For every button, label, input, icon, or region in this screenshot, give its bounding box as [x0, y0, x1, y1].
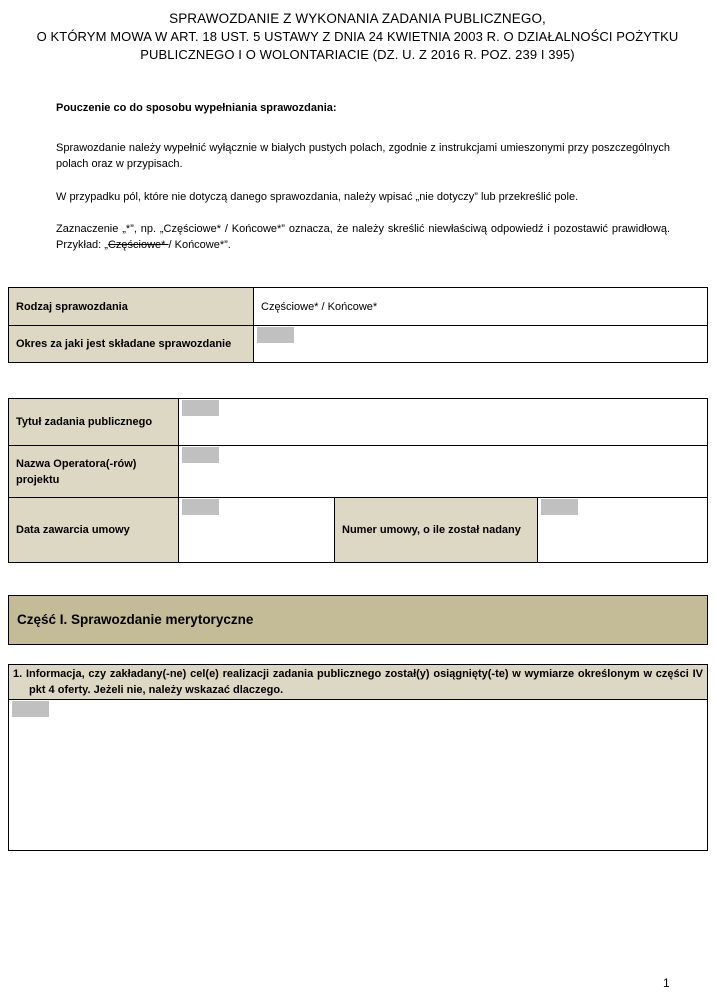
form-field-marker[interactable]	[182, 400, 219, 416]
form-field-marker[interactable]	[182, 499, 219, 515]
header-line-3: PUBLICZNEGO I O WOLONTARIACIE (DZ. U. Z 2016 R. POZ. 239 I 395)	[140, 47, 575, 62]
section-title: Część I. Sprawozdanie merytoryczne	[17, 612, 254, 627]
form-field-marker[interactable]	[541, 499, 578, 515]
form-field-marker[interactable]	[12, 701, 49, 717]
report-type-value[interactable]: Częściowe* / Końcowe*	[254, 288, 708, 326]
task-title-label: Tytuł zadania publicznego	[9, 399, 179, 446]
document-header	[0, 10, 715, 64]
question-1-text: 1. Informacja, czy zakładany(-ne) cel(e) realizacji zadania publicznego został(y) osiągnięty(-te) w wymiarze określonym w części IV pkt 4 oferty. Jeżeli nie, należy wskazać dlaczego.	[9, 665, 707, 700]
question-1-box	[8, 664, 708, 851]
header-line-1: SPRAWOZDANIE Z WYKONANIA ZADANIA PUBLICZNEGO,	[169, 11, 546, 26]
form-field-marker[interactable]	[182, 447, 219, 463]
report-type-table	[8, 287, 708, 363]
instructions-p3-end: / Końcowe*”.	[168, 239, 231, 251]
instructions-p3-text: Zaznaczenie „*”, np. „Częściowe* / Końcowe*” oznacza, że należy skreślić niewłaściwą odpowiedź i pozostawić prawidłową. Przykład: „	[56, 223, 670, 251]
instructions-title: Pouczenie co do sposobu wypełniania sprawozdania:	[56, 102, 337, 114]
instructions-paragraph-2: W przypadku pól, które nie dotyczą danego sprawozdania, należy wpisać „nie dotyczy” lub przekreślić pole.	[56, 191, 579, 203]
contract-date-label: Data zawarcia umowy	[9, 498, 179, 563]
report-period-field[interactable]	[254, 326, 708, 363]
operator-name-field[interactable]	[179, 446, 708, 498]
header-line-2: O KTÓRYM MOWA W ART. 18 UST. 5 USTAWY Z DNIA 24 KWIETNIA 2003 R. O DZIAŁALNOŚCI POŻYTKU	[36, 29, 679, 44]
instructions-paragraph-3	[56, 221, 670, 253]
report-type-label: Rodzaj sprawozdania	[9, 288, 254, 326]
page-number: 1	[663, 976, 670, 990]
question-1-answer-field[interactable]	[9, 700, 707, 850]
operator-name-label: Nazwa Operatora(-rów) projektu	[9, 446, 179, 498]
instructions-paragraph-1: Sprawozdanie należy wypełnić wyłącznie w białych pustych polach, zgodnie z instrukcjami umieszonymi przy poszczególnych polach oraz w przypisach.	[56, 142, 670, 170]
task-title-field[interactable]	[179, 399, 708, 446]
contract-date-field[interactable]	[179, 498, 335, 563]
form-field-marker[interactable]	[257, 327, 294, 343]
contract-number-field[interactable]	[538, 498, 708, 563]
report-period-label: Okres za jaki jest składane sprawozdanie	[9, 326, 254, 363]
section-heading	[8, 595, 708, 645]
instructions-p3-strike: Częściowe*	[107, 239, 169, 251]
contract-number-label: Numer umowy, o ile został nadany	[335, 498, 538, 563]
task-info-table	[8, 398, 708, 563]
